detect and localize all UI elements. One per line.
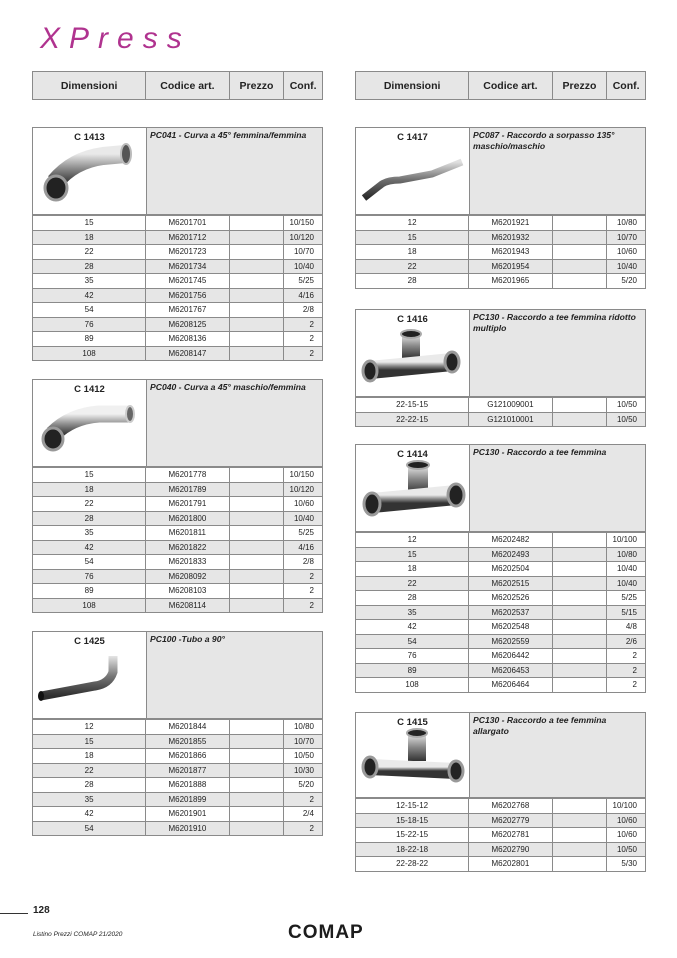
article-code-cell: M6208136 [146, 332, 229, 346]
dimension-cell: 42 [33, 807, 146, 821]
article-code-cell: M6208092 [146, 570, 229, 584]
package-cell: 10/120 [289, 232, 314, 242]
article-code-cell: M6201943 [469, 245, 552, 259]
package-cell: 5/25 [621, 593, 637, 603]
article-code-cell: M6201954 [469, 260, 552, 274]
article-code-cell: M6201789 [146, 483, 229, 497]
page-number-rule [0, 913, 28, 914]
table-row [33, 719, 322, 734]
article-code-cell: M6202493 [469, 548, 552, 562]
dimension-cell: 15-18-15 [356, 814, 469, 828]
article-code-cell: M6201778 [146, 468, 229, 482]
table-row [356, 259, 645, 274]
price-cell [230, 764, 285, 778]
package-cell: 10/50 [293, 751, 314, 761]
package-cell: 2 [309, 571, 314, 581]
price-cell [230, 216, 285, 230]
price-cell [230, 231, 285, 245]
dimension-cell: 15 [33, 216, 146, 230]
table-row [356, 576, 645, 591]
dimension-cell: 18 [33, 483, 146, 497]
footer-text: Listino Prezzi COMAP 21/2020 [33, 931, 123, 938]
dimension-cell: 42 [356, 620, 469, 634]
header-dimensioni: Dimensioni [33, 72, 146, 99]
tee-reduced-icon [356, 324, 470, 396]
page-number: 128 [33, 905, 50, 916]
table-row [33, 569, 322, 584]
price-cell [553, 533, 608, 547]
dimension-cell: 15-22-15 [356, 828, 469, 842]
article-code-cell: M6201712 [146, 231, 229, 245]
package-cell: 2 [632, 680, 637, 690]
table-row [356, 677, 645, 692]
package-cell: 10/150 [289, 218, 314, 228]
price-cell [553, 274, 608, 288]
price-cell [230, 807, 285, 821]
dimension-cell: 108 [33, 599, 146, 613]
price-cell [230, 793, 285, 807]
table-row [33, 540, 322, 555]
product-description: PC130 - Raccordo a tee femmina ridotto multiplo [470, 310, 645, 396]
article-code-cell: M6202779 [469, 814, 552, 828]
crossover-135-icon [356, 142, 470, 214]
article-code-cell: M6201833 [146, 555, 229, 569]
dimension-cell: 54 [33, 303, 146, 317]
package-cell: 2/8 [302, 305, 314, 315]
price-cell [553, 591, 608, 605]
dimension-cell: 18 [356, 562, 469, 576]
price-cell [553, 231, 608, 245]
package-cell: 10/30 [293, 765, 314, 775]
article-code-cell: M6201791 [146, 497, 229, 511]
package-cell: 10/60 [616, 247, 637, 257]
price-cell [553, 260, 608, 274]
package-cell: 2 [309, 794, 314, 804]
article-code-cell: M6208147 [146, 347, 229, 361]
package-cell: 5/20 [298, 780, 314, 790]
dimension-cell: 22 [356, 260, 469, 274]
article-code-cell: M6201811 [146, 526, 229, 540]
article-code-cell: M6202768 [469, 799, 552, 813]
dimension-cell: 22 [33, 497, 146, 511]
product-description: PC040 - Curva a 45° maschio/femmina [147, 380, 322, 466]
price-cell [553, 577, 608, 591]
table-row [33, 215, 322, 230]
price-cell [553, 799, 608, 813]
dimension-cell: 18 [33, 231, 146, 245]
price-cell [230, 584, 285, 598]
price-cell [230, 749, 285, 763]
dimension-cell: 89 [356, 664, 469, 678]
article-code-cell: M6201767 [146, 303, 229, 317]
price-cell [553, 245, 608, 259]
header-conf: Conf. [289, 79, 317, 92]
table-row [33, 346, 322, 361]
article-code-cell: M6202515 [469, 577, 552, 591]
package-cell: 10/80 [293, 722, 314, 732]
price-cell [230, 497, 285, 511]
dimension-cell: 22-28-22 [356, 857, 469, 871]
package-cell: 10/60 [293, 499, 314, 509]
price-cell [230, 347, 285, 361]
product-code: C 1417 [397, 132, 428, 143]
table-row [33, 734, 322, 749]
package-cell: 2 [309, 319, 314, 329]
dimension-cell: 42 [33, 541, 146, 555]
price-cell [553, 678, 608, 692]
table-row [33, 821, 322, 836]
package-cell: 10/100 [612, 535, 637, 545]
dimension-cell: 76 [33, 318, 146, 332]
price-cell [230, 599, 285, 613]
article-code-cell: M6201745 [146, 274, 229, 288]
table-row [356, 230, 645, 245]
article-code-cell: M6202790 [469, 843, 552, 857]
article-code-cell: M6201734 [146, 260, 229, 274]
dimension-cell: 108 [356, 678, 469, 692]
package-cell: 2/4 [302, 809, 314, 819]
dimension-cell: 108 [33, 347, 146, 361]
table-row [356, 634, 645, 649]
article-code-cell: M6202559 [469, 635, 552, 649]
price-cell [230, 303, 285, 317]
price-cell [230, 274, 285, 288]
price-cell [230, 468, 285, 482]
package-cell: 5/30 [621, 859, 637, 869]
package-cell: 2 [309, 334, 314, 344]
dimension-cell: 22 [33, 764, 146, 778]
price-cell [230, 332, 285, 346]
price-cell [553, 857, 608, 871]
package-cell: 10/70 [293, 736, 314, 746]
table-row [33, 230, 322, 245]
article-code-cell: M6201899 [146, 793, 229, 807]
article-code-cell: M6201932 [469, 231, 552, 245]
elbow-45-male-female-icon [33, 394, 147, 466]
dimension-cell: 28 [33, 260, 146, 274]
header-codice: Codice art. [469, 72, 552, 99]
dimension-cell: 22-15-15 [356, 398, 469, 412]
dimension-cell: 54 [356, 635, 469, 649]
article-code-cell: M6201921 [469, 216, 552, 230]
price-cell [230, 570, 285, 584]
package-cell: 2 [309, 586, 314, 596]
package-cell: 5/20 [621, 276, 637, 286]
article-code-cell: M6201901 [146, 807, 229, 821]
tee-female-icon [356, 459, 470, 531]
comap-logo: COMAP [288, 922, 364, 943]
price-cell [230, 720, 285, 734]
package-cell: 10/70 [293, 247, 314, 257]
table-row [33, 482, 322, 497]
article-code-cell: M6202548 [469, 620, 552, 634]
package-cell: 10/40 [616, 261, 637, 271]
table-row [356, 273, 645, 288]
package-cell: 10/50 [616, 400, 637, 410]
price-cell [230, 735, 285, 749]
article-code-cell: M6206453 [469, 664, 552, 678]
price-cell [230, 822, 285, 836]
price-cell [230, 260, 285, 274]
dimension-cell: 28 [356, 591, 469, 605]
package-cell: 10/40 [616, 578, 637, 588]
header-prezzo: Prezzo [553, 72, 608, 99]
dimension-cell: 54 [33, 555, 146, 569]
table-row [356, 215, 645, 230]
price-cell [553, 843, 608, 857]
price-cell [230, 318, 285, 332]
dimension-cell: 15 [33, 468, 146, 482]
dimension-cell: 54 [33, 822, 146, 836]
product-description: PC087 - Raccordo a sorpasso 135° maschio/maschio [470, 128, 645, 214]
table-row [356, 412, 645, 427]
dimension-cell: 15 [33, 735, 146, 749]
table-row [356, 798, 645, 813]
article-code-cell: M6208114 [146, 599, 229, 613]
product-code: C 1415 [397, 717, 428, 728]
price-cell [230, 245, 285, 259]
price-cell [553, 635, 608, 649]
elbow-45-female-icon [33, 142, 147, 214]
dimension-cell: 35 [33, 274, 146, 288]
package-cell: 5/25 [298, 528, 314, 538]
table-row [356, 619, 645, 634]
package-cell: 5/25 [298, 276, 314, 286]
header-prezzo: Prezzo [230, 72, 285, 99]
table-header-right [355, 71, 646, 100]
table-row [33, 467, 322, 482]
price-cell [230, 778, 285, 792]
article-code-cell: M6202504 [469, 562, 552, 576]
package-cell: 2/8 [302, 557, 314, 567]
table-row [356, 605, 645, 620]
dimension-cell: 22 [356, 577, 469, 591]
dimension-cell: 76 [33, 570, 146, 584]
price-cell [553, 814, 608, 828]
tee-enlarged-icon [356, 727, 470, 799]
price-cell [553, 649, 608, 663]
price-cell [553, 828, 608, 842]
dimension-cell: 12 [356, 216, 469, 230]
dimension-cell: 12 [33, 720, 146, 734]
dimension-cell: 35 [33, 793, 146, 807]
table-row [356, 561, 645, 576]
dimension-cell: 89 [33, 584, 146, 598]
table-row [33, 583, 322, 598]
article-code-cell: M6208125 [146, 318, 229, 332]
price-cell [553, 216, 608, 230]
table-row [33, 554, 322, 569]
table-row [356, 663, 645, 678]
product-description: PC130 - Raccordo a tee femmina allargato [470, 713, 645, 797]
product-description: PC100 -Tubo a 90° [147, 632, 322, 718]
article-code-cell: M6201723 [146, 245, 229, 259]
article-code-cell: M6202482 [469, 533, 552, 547]
table-row [356, 813, 645, 828]
table-row [33, 511, 322, 526]
article-code-cell: M6202781 [469, 828, 552, 842]
article-code-cell: M6201910 [146, 822, 229, 836]
product-block [355, 127, 646, 289]
dimension-cell: 22 [33, 245, 146, 259]
package-cell: 2 [309, 348, 314, 358]
article-code-cell: M6201877 [146, 764, 229, 778]
product-block [355, 444, 646, 693]
dimension-cell: 42 [33, 289, 146, 303]
table-row [33, 763, 322, 778]
article-code-cell: M6206464 [469, 678, 552, 692]
package-cell: 2 [309, 823, 314, 833]
dimension-cell: 28 [33, 512, 146, 526]
package-cell: 2 [632, 651, 637, 661]
dimension-cell: 35 [33, 526, 146, 540]
product-block [355, 309, 646, 427]
product-code: C 1414 [397, 449, 428, 460]
article-code-cell: G121009001 [469, 398, 552, 412]
pipe-90-icon [33, 646, 147, 718]
package-cell: 10/150 [289, 470, 314, 480]
table-row [356, 856, 645, 871]
package-cell: 10/50 [616, 414, 637, 424]
price-cell [230, 555, 285, 569]
package-cell: 2/6 [625, 636, 637, 646]
product-code: C 1413 [74, 132, 105, 143]
dimension-cell: 76 [356, 649, 469, 663]
product-block [32, 127, 323, 361]
package-cell: 10/80 [616, 218, 637, 228]
article-code-cell: M6201866 [146, 749, 229, 763]
article-code-cell: M6201822 [146, 541, 229, 555]
package-cell: 10/40 [616, 564, 637, 574]
price-cell [230, 512, 285, 526]
table-row [33, 302, 322, 317]
price-cell [553, 664, 608, 678]
table-row [356, 397, 645, 412]
article-code-cell: M6206442 [469, 649, 552, 663]
table-row [33, 792, 322, 807]
dimension-cell: 15 [356, 231, 469, 245]
article-code-cell: M6202801 [469, 857, 552, 871]
table-row [356, 842, 645, 857]
article-code-cell: M6202526 [469, 591, 552, 605]
table-header-left [32, 71, 323, 100]
package-cell: 10/40 [293, 513, 314, 523]
product-code: C 1412 [74, 384, 105, 395]
price-cell [553, 562, 608, 576]
table-row [356, 547, 645, 562]
package-cell: 4/16 [298, 542, 314, 552]
package-cell: 10/120 [289, 484, 314, 494]
article-code-cell: M6208103 [146, 584, 229, 598]
product-code: C 1416 [397, 314, 428, 325]
package-cell: 10/100 [612, 801, 637, 811]
header-dimensioni: Dimensioni [356, 72, 469, 99]
dimension-cell: 89 [33, 332, 146, 346]
package-cell: 10/60 [616, 830, 637, 840]
product-description: PC130 - Raccordo a tee femmina [470, 445, 645, 531]
article-code-cell: M6201756 [146, 289, 229, 303]
package-cell: 2 [632, 665, 637, 675]
table-row [33, 288, 322, 303]
article-code-cell: M6201844 [146, 720, 229, 734]
dimension-cell: 35 [356, 606, 469, 620]
header-codice: Codice art. [146, 72, 229, 99]
table-row [33, 317, 322, 332]
package-cell: 10/70 [616, 232, 637, 242]
package-cell: 10/50 [616, 844, 637, 854]
price-cell [553, 413, 608, 427]
product-block [32, 631, 323, 836]
package-cell: 10/80 [616, 549, 637, 559]
article-code-cell: M6202537 [469, 606, 552, 620]
price-cell [230, 289, 285, 303]
dimension-cell: 12-15-12 [356, 799, 469, 813]
package-cell: 10/40 [293, 261, 314, 271]
table-row [356, 532, 645, 547]
package-cell: 5/15 [621, 607, 637, 617]
article-code-cell: M6201965 [469, 274, 552, 288]
article-code-cell: M6201888 [146, 778, 229, 792]
table-row [33, 331, 322, 346]
table-row [33, 777, 322, 792]
price-cell [553, 398, 608, 412]
table-row [33, 525, 322, 540]
dimension-cell: 15 [356, 548, 469, 562]
price-cell [553, 548, 608, 562]
dimension-cell: 18 [33, 749, 146, 763]
price-cell [553, 606, 608, 620]
dimension-cell: 18 [356, 245, 469, 259]
package-cell: 2 [309, 600, 314, 610]
table-row [33, 806, 322, 821]
dimension-cell: 28 [33, 778, 146, 792]
package-cell: 4/16 [298, 290, 314, 300]
article-code-cell: M6201701 [146, 216, 229, 230]
table-row [33, 259, 322, 274]
table-row [33, 496, 322, 511]
table-row [356, 827, 645, 842]
price-cell [230, 541, 285, 555]
table-row [33, 244, 322, 259]
table-row [356, 244, 645, 259]
table-row [33, 748, 322, 763]
dimension-cell: 12 [356, 533, 469, 547]
dimension-cell: 28 [356, 274, 469, 288]
price-cell [553, 620, 608, 634]
dimension-cell: 18-22-18 [356, 843, 469, 857]
article-code-cell: M6201800 [146, 512, 229, 526]
dimension-cell: 22-22-15 [356, 413, 469, 427]
product-block [32, 379, 323, 613]
package-cell: 4/8 [625, 622, 637, 632]
brand-title: XPress [40, 22, 191, 55]
table-row [33, 273, 322, 288]
product-block [355, 712, 646, 872]
header-conf: Conf. [612, 79, 640, 92]
table-row [356, 590, 645, 605]
article-code-cell: G121010001 [469, 413, 552, 427]
table-row [356, 648, 645, 663]
table-row [33, 598, 322, 613]
price-cell [230, 483, 285, 497]
package-cell: 10/60 [616, 815, 637, 825]
article-code-cell: M6201855 [146, 735, 229, 749]
product-code: C 1425 [74, 636, 105, 647]
price-cell [230, 526, 285, 540]
product-description: PC041 - Curva a 45° femmina/femmina [147, 128, 322, 214]
